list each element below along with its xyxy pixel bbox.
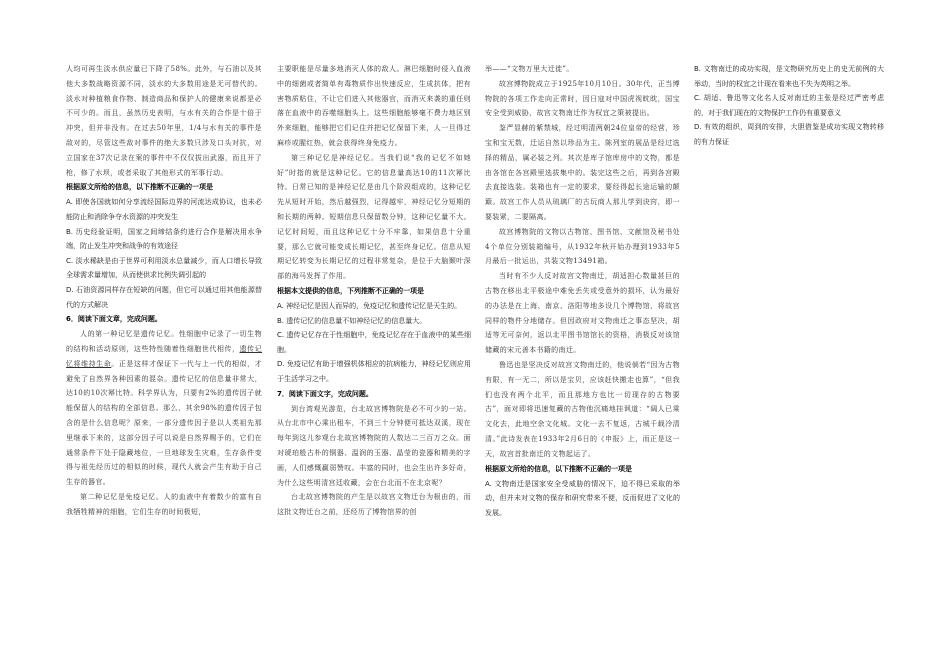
column-3: [485, 62, 680, 520]
passage-neural-paragraph: 第三种记忆是神经记忆。当我们说“我的记忆不如她好”时指的就是这种记忆。它的信息量高达10的11次幂比特。日常已知的是神经记忆是由几个阶段组成的，这种记忆先从短时开始，然后越强烈，记得越牢，神经记忆分短期的和长期的两种。短期信息只保留数分钟，这种记忆量不大。记忆时间短，而且这种记忆十分不牢靠，如果信息十分重要，那么它就可能变成长期记忆，甚至终身记忆。信息从短期记忆转变为长期记忆的过程非常复杂，是位于大脑颞叶深部的海马发挥了作用。: [277, 153, 471, 281]
passage-museum-paragraph-4: 故宫博物院成立于1925年10月10日。30年代，正当博物院的各项工作走向正常时，因日寇对中国虎视眈眈，国宝安全受到威胁，故宫文物南迁作为权宜之策被提出。: [485, 79, 680, 118]
option-d: D. 石油资源同样存在短缺的问题，但它可以通过用其他能源替代的方式解决: [66, 285, 262, 309]
memory-paragraph-1-rest: 。正是这样才保证下一代与上一代的相似，才避免了自然界各种因素的混杂。遗传记忆的信息量非常大，达10的10次幂比特。科学界认为，只要有2%的遗传因子就能保留人的结构的全部信息。那么，其余98%的遗传因子包含的是什么信息呢？原来，一部分遗传因子是以人类祖先那里继承下来的，这部分因子可以说是自然界赐予的，它们在通常条件下处于隐藏地位，一旦地球发生灾难，生存条件变得与祖先经历过的相似的时候，现代人就会产生有助于自己生存的器官。: [66, 359, 262, 487]
option-a: A. 神经记忆是因人而异的，免疫记忆和遗传记忆是天生的。: [277, 301, 462, 310]
passage-memory-paragraph-2: 第二种记忆是免疫记忆。人的血液中有着数少的富有自我牺牲精神的细胞，它们生存的时间极短，: [66, 492, 262, 516]
passage-water-paragraph: 人均可再生淡水供应量已下降了58%。此外，与石油以及其他大多数战略资源不同，淡水的大多数用途是无可替代的。淡水对种植粮食作物、制造商品和保护人的健康来说都是必不可少的。而且，虽然历史表明，与水有关的合作是十倍于冲突，但并非没有。在过去50年里，1/4与水有关的事件是敌对的，尽管这些敌对事件的绝大多数只涉及口头对抗，对立国家在37次记录在案的事件中不仅仅拔出武器，而且开了枪，修了水坝，或者采取了其他形式的军事行动。: [66, 65, 262, 177]
passage-museum-paragraph-3: 举——“文物万里大迁徙”。: [485, 65, 574, 73]
question-stem: 根据原文所给的信息，以下推断不正确的一项是: [485, 464, 632, 473]
question-7-heading: 7．阅读下面文字，完成问题。: [277, 389, 373, 398]
passage-museum-paragraph-7: 当时有不少人反对故宫文物南迁，胡适担心数量甚巨的古物在移出北平极途中难免丢失或受意外的损坏，认为最好的办法是在上海、南京、洛阳等地多设几个博物馆，将故宫同样的物件分地储存。但因政府对文物南迁之事态坚决，胡适等无可奈何，返以北平图书馆馆长的资格，消极反对该馆储藏的宋元善本书籍的南迁。: [485, 272, 680, 355]
option-b: B. 遗传记忆的信息量不如神经记忆的信息量大。: [277, 316, 427, 325]
option-a: A. 即使各国就如何分享流经国际边界的河流达成协议，也未必能防止和消除争夺水资源的冲突发生: [66, 198, 262, 221]
underlined-phrase: 遗传记忆将维持生命: [66, 344, 262, 368]
option-c: C. 胡适、鲁迅等文化名人反对南迁的主张是经过严密考虑的，对于我们现在的文物保护工作仍有重要意义: [694, 94, 884, 117]
question-stem: 根据原文所给的信息，以下推断不正确的一项是: [66, 183, 213, 192]
passage-museum-paragraph-5: 鉴严显赫的紫禁城，经过明清两朝24位皇帝的经营，珍宝和宝无数，迁运自然以珍品为主。陈列室的展品是经过选择的精品，属必装之列。其次是库子馆库房中的文物，都是由各馆在各宫殿里选拔集中的。装完这些之后，再到各宫殿去直接选装。装箱也有一定的要求，要经得起长途运输的颠簸。故宫工作人员从琉璃厂的古玩商人那儿学到诀窍，即一要装紧，二要隔离。: [485, 124, 680, 221]
passage-museum-paragraph-1: 到台湾观光游览，台北故宫博物院是必不可少的一站。从台北市中心乘出租车，不到三十分钟便可抵达双溪，现在每年到这儿参观台北故宫博物院的人数达二三百万之众。面对琥珀般古朴的铜器、温润的玉器、晶莹的瓷器和精美的字画，人们感慨赢弱赞叹。丰富的同时，也会生出许多好奇，为什么这些明清宫廷收藏，会在台北而不在北京呢？: [277, 404, 471, 487]
question-6-heading: 6．阅读下面文章，完成问题。: [66, 315, 162, 324]
option-c: C. 遗传记忆存在于性细胞中，免疫记忆存在于血液中的某些细胞。: [277, 331, 471, 354]
passage-museum-paragraph-6: 故宫博物院的文物以古物馆、图书馆、文献馆及秘书处4个单位分别装箱编号，从1932年秋开始办理到1933年5月最后一批运出，共装文物13491箱。: [485, 227, 680, 266]
column-2: [277, 62, 471, 520]
option-b: B. 文物南迁的成功实现，是文物研究历史上的史无前例的大举动，当时的权宜之计现在看来也不失为英明之举。: [694, 65, 884, 88]
memory-paragraph-1-start: 人的第一种记忆是遗传记忆。性细胞中记录了一切生物的结构和活动原则，这些特性随着性细胞世代相传，: [66, 330, 262, 353]
option-b: B. 历史经验证明，国家之间缔结条约进行合作是解决用水争端，防止发生冲突和战争的有效途径: [66, 227, 262, 251]
question-stem: 根据本文提供的信息，下列推断不正确的一项是: [277, 286, 424, 295]
option-d: D. 有效的组织，周到的安排，大胆借鉴是成功实现文物转移的有力保证: [694, 123, 884, 146]
column-4: [694, 62, 884, 150]
passage-museum-paragraph-2: 台北故宫博物院的产生是以故宫文物迁台为根由的，而这批文物迁台之前，还经历了博物馆界的创: [277, 493, 471, 517]
column-1: [66, 62, 262, 519]
option-a: A. 文物南迁是国家安全受威胁的情况下，迫不得已采取的举动，但并未对文物的保存和研究带来不便，反而促进了文化的发展。: [485, 479, 680, 517]
passage-museum-paragraph-8: 鲁迅也是坚决反对故宫文物南迁的，他说倘若“因为古物有限，有一无二，所以是宝贝，应该赶快搬走也算”，“但我们也没有两个北平，而且那地方也比一切现存的古物要古”，面对即将迅速复藏的古物他沉痛地挂讽道：“阔人已乘文化去，此地空余文化城。文化一去不复返，古城千载冷清清。”此诗发表在1933年2月6日的《申报》上，而正是这一天，故宫首批南迁的文物起运了。: [485, 360, 680, 458]
option-c: C. 淡水稀缺是由于世界可利用淡水总量减少，而人口增长导致全球需求量增加，从而使供求比例失调引起的: [66, 256, 262, 280]
passage-immune-paragraph: 主要职能是尽量多地消灭人体的敌人。淋巴细胞时侵入血液中的细菌或者简单有毒物质作出快速反应，生成抗体，把有害物质粘住，不让它们进入其他器官，而消灭来袭的重任则落在血液中的吞噬细胞头上。这些细胞能够毫不费力地区别外来细胞，能够把它们记住并把记忆保留下来，人一旦得过麻疹或腥红热，就会获得终身免疫力。: [277, 65, 471, 147]
passage-memory-paragraph-1: [66, 327, 262, 490]
option-d: D. 免疫记忆有助于增强机体相应的抗病能力，神经记忆则应用于生活学习之中。: [277, 360, 471, 383]
